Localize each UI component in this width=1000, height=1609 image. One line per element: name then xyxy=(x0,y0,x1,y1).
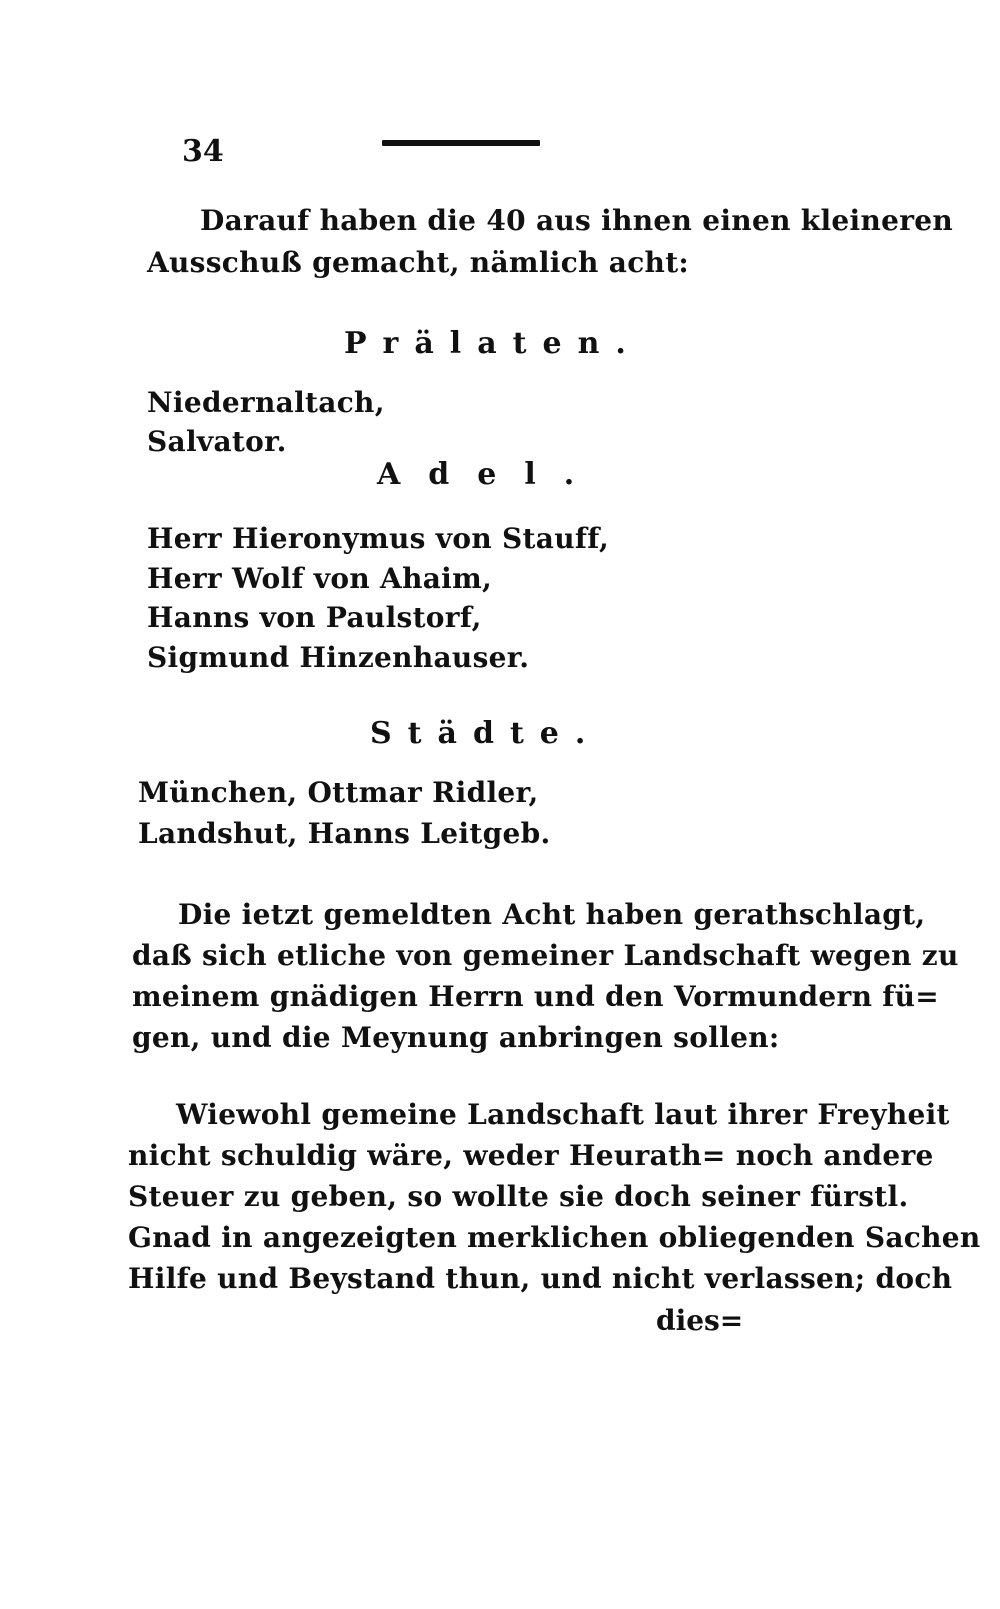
paragraph-line: Wiewohl gemeine Landschaft laut ihrer Freyheit xyxy=(176,1098,950,1131)
section-entry: Sigmund Hinzenhauser. xyxy=(147,641,530,674)
paragraph-line: Steuer zu geben, so wollte sie doch seiner fürstl. xyxy=(128,1180,909,1213)
header-rule xyxy=(382,140,540,146)
paragraph-line: nicht schuldig wäre, weder Heurath= noch andere xyxy=(128,1139,934,1172)
paragraph-line: meinem gnädigen Herrn und den Vormundern fü= xyxy=(132,980,940,1013)
paragraph-line: daß sich etliche von gemeiner Landschaft wegen zu xyxy=(132,939,959,972)
intro-line: Darauf haben die 40 aus ihnen einen kleineren xyxy=(200,204,954,237)
page-number: 34 xyxy=(182,134,224,169)
section-entry: Herr Wolf von Ahaim, xyxy=(147,562,493,595)
catchword: dies= xyxy=(656,1304,744,1337)
paragraph-line: Hilfe und Beystand thun, und nicht verlassen; doch xyxy=(128,1262,953,1295)
section-heading-staedte: Städte. xyxy=(370,716,602,751)
section-entry: Niedernaltach, xyxy=(147,386,385,419)
section-entry: Herr Hieronymus von Stauff, xyxy=(147,522,610,555)
section-entry: München, Ottmar Ridler, xyxy=(138,776,539,809)
section-entry: Landshut, Hanns Leitgeb. xyxy=(138,817,551,850)
paragraph-line: Gnad in angezeigten merklichen obliegenden Sachen xyxy=(128,1221,981,1254)
paragraph-line: gen, und die Meynung anbringen sollen: xyxy=(132,1021,780,1054)
section-heading-praelaten: Prälaten. xyxy=(344,326,642,361)
paragraph-line: Die ietzt gemeldten Acht haben gerathschlagt, xyxy=(178,898,926,931)
section-heading-adel: Adel. xyxy=(377,457,603,492)
intro-line: Ausschuß gemacht, nämlich acht: xyxy=(147,246,690,279)
section-entry: Salvator. xyxy=(147,425,287,458)
section-entry: Hanns von Paulstorf, xyxy=(147,601,482,634)
